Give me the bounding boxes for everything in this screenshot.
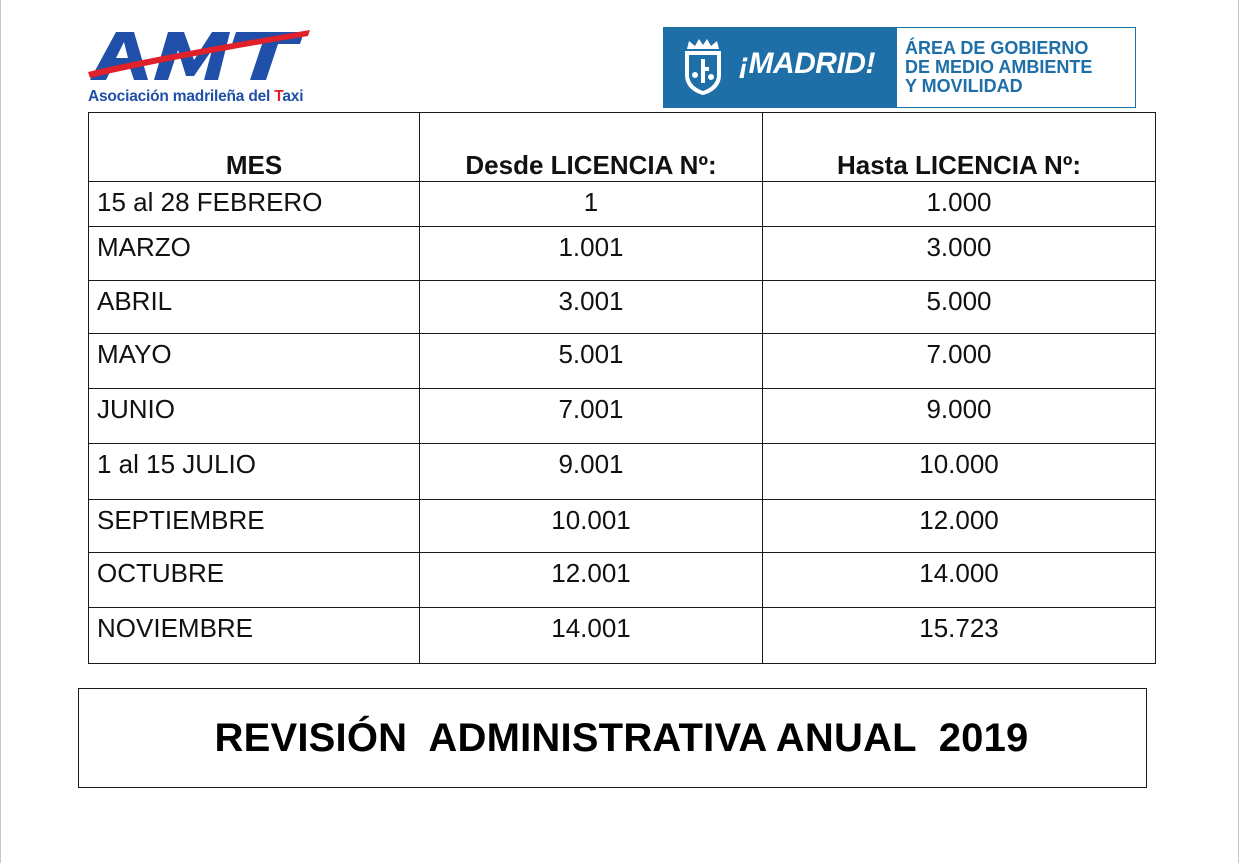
cell-desde: 10.001: [420, 500, 763, 553]
table-row: [89, 281, 1156, 334]
table-row: [89, 444, 1156, 500]
cell-hasta: 14.000: [763, 553, 1156, 608]
cell-mes: MARZO: [89, 227, 420, 281]
cell-mes: MAYO: [89, 334, 420, 389]
amt-tagline-highlight: T: [274, 88, 283, 105]
cell-hasta: 10.000: [763, 444, 1156, 500]
cell-desde: 1.001: [420, 227, 763, 281]
cell-hasta: 5.000: [763, 281, 1156, 334]
cell-mes: OCTUBRE: [89, 553, 420, 608]
madrid-area-text: ÁREA DE GOBIERNO DE MEDIO AMBIENTE Y MOVILIDAD: [905, 38, 1093, 96]
amt-tagline-prefix: Asociación madrileña del: [88, 88, 275, 105]
madrid-wordmark: ¡MADRID!: [739, 47, 875, 80]
table-header-row: [89, 113, 1156, 182]
table-row: [89, 334, 1156, 389]
cell-desde: 12.001: [420, 553, 763, 608]
header-hasta: Hasta LICENCIA Nº:: [763, 113, 1156, 182]
cell-mes: 15 al 28 FEBRERO: [89, 182, 420, 227]
madrid-shield-icon: [681, 37, 725, 97]
madrid-logo-blue-panel: [663, 27, 897, 108]
cell-desde: 14.001: [420, 608, 763, 664]
cell-mes: NOVIEMBRE: [89, 608, 420, 664]
table-row: [89, 608, 1156, 664]
cell-mes: SEPTIEMBRE: [89, 500, 420, 553]
cell-hasta: 1.000: [763, 182, 1156, 227]
cell-hasta: 12.000: [763, 500, 1156, 553]
cell-mes: 1 al 15 JULIO: [89, 444, 420, 500]
table-body: [89, 182, 1156, 664]
table-row: [89, 389, 1156, 444]
cell-desde: 9.001: [420, 444, 763, 500]
amt-wordmark-graphic: [86, 26, 316, 88]
header-desde: Desde LICENCIA Nº:: [420, 113, 763, 182]
cell-desde: 3.001: [420, 281, 763, 334]
madrid-area-panel: [897, 27, 1136, 108]
amt-tagline-suffix: axi: [282, 88, 304, 105]
cell-hasta: 3.000: [763, 227, 1156, 281]
amt-tagline: [88, 88, 303, 106]
cell-desde: 5.001: [420, 334, 763, 389]
cell-mes: JUNIO: [89, 389, 420, 444]
header-mes: MES: [89, 113, 420, 182]
table-row: [89, 182, 1156, 227]
amt-logo: [86, 26, 316, 110]
cell-hasta: 7.000: [763, 334, 1156, 389]
license-schedule-table: [88, 112, 1156, 664]
cell-desde: 7.001: [420, 389, 763, 444]
cell-hasta: 9.000: [763, 389, 1156, 444]
table-row: [89, 227, 1156, 281]
cell-mes: ABRIL: [89, 281, 420, 334]
title-box: [78, 688, 1147, 788]
page-title: REVISIÓN ADMINISTRATIVA ANUAL 2019: [214, 715, 1029, 760]
table-row: [89, 553, 1156, 608]
cell-hasta: 15.723: [763, 608, 1156, 664]
cell-desde: 1: [420, 182, 763, 227]
table-row: [89, 500, 1156, 553]
madrid-logo: [663, 27, 1137, 108]
